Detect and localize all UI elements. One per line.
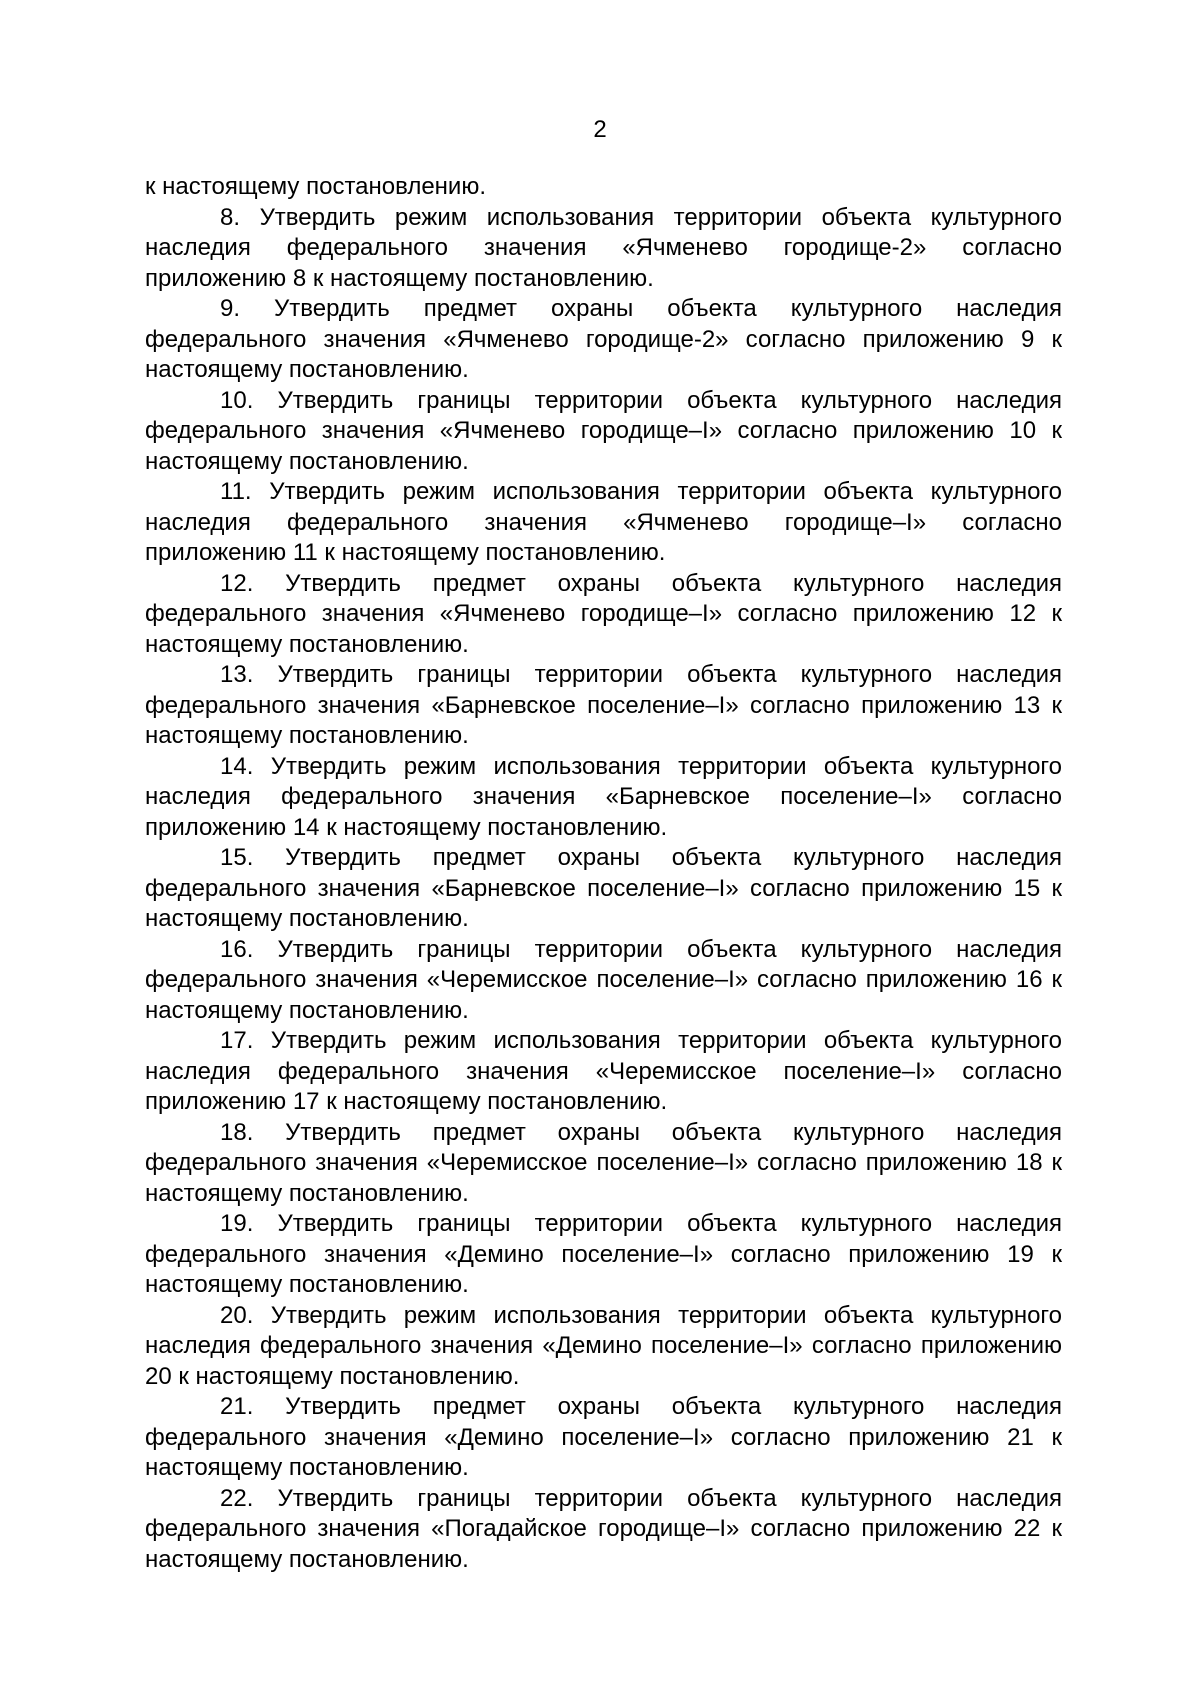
paragraph-number: 9. xyxy=(220,295,241,322)
paragraph-11 xyxy=(145,477,1062,569)
paragraph-text: Утвердить границы территории объекта культурного наследия федерального значения «Погадайское городище–I» согласно приложению 22 к настоящему постановлению. xyxy=(145,1484,1062,1573)
document-body xyxy=(145,172,1062,1575)
paragraph-text: Утвердить границы территории объекта культурного наследия федерального значения «Демино поселение–I» согласно приложению 19 к настоящему постановлению. xyxy=(145,1210,1062,1298)
paragraph-number: 16. xyxy=(220,935,254,963)
paragraph-19 xyxy=(145,1209,1062,1301)
paragraph-10 xyxy=(145,386,1062,478)
paragraph-13 xyxy=(145,660,1062,752)
lead-line: к настоящему постановлению. xyxy=(145,173,486,200)
paragraph-text: Утвердить предмет охраны объекта культурного наследия федерального значения «Черемисское поселение–I» согласно приложению 18 к настоящему постановлению. xyxy=(145,1118,1062,1207)
paragraph-text: Утвердить режим использования территории объекта культурного наследия федерального значения «Ячменево городище-2» согласно приложению 8 к настоящему постановлению. xyxy=(145,203,1062,292)
paragraph-number: 13. xyxy=(220,661,254,688)
paragraph-number: 22. xyxy=(220,1484,254,1512)
paragraph-21 xyxy=(145,1392,1062,1484)
paragraph-number: 17. xyxy=(220,1027,254,1054)
paragraph-20 xyxy=(145,1301,1062,1393)
paragraph-number: 12. xyxy=(220,569,254,597)
paragraph-text: Утвердить предмет охраны объекта культурного наследия федерального значения «Ячменево городище-2» согласно приложению 9 к настоящему постановлению. xyxy=(145,295,1063,383)
paragraph-number: 14. xyxy=(220,752,254,780)
paragraph-text: Утвердить режим использования территории объекта культурного наследия федерального значения «Черемисское поселение–I» согласно приложению 17 к настоящему постановлению. xyxy=(145,1027,1063,1115)
paragraph-number: 21. xyxy=(220,1393,254,1420)
paragraph-text: Утвердить предмет охраны объекта культурного наследия федерального значения «Барневское поселение–I» согласно приложению 15 к настоящему постановлению. xyxy=(145,844,1062,932)
paragraph-text: Утвердить режим использования территории объекта культурного наследия федерального значения «Барневское поселение–I» согласно приложению 14 к настоящему постановлению. xyxy=(145,752,1063,841)
paragraph-text: Утвердить границы территории объекта культурного наследия федерального значения «Черемисское поселение–I» согласно приложению 16 к настоящему постановлению. xyxy=(145,935,1062,1024)
paragraph-22 xyxy=(145,1484,1062,1576)
paragraph-12 xyxy=(145,569,1062,661)
paragraph-9 xyxy=(145,294,1062,386)
paragraph-text: Утвердить предмет охраны объекта культурного наследия федерального значения «Ячменево городище–I» согласно приложению 12 к настоящему постановлению. xyxy=(145,569,1062,658)
paragraph-14 xyxy=(145,752,1062,844)
paragraph-number: 10. xyxy=(220,386,254,414)
paragraph-17 xyxy=(145,1026,1062,1118)
paragraph-text: Утвердить предмет охраны объекта культурного наследия федерального значения «Демино поселение–I» согласно приложению 21 к настоящему постановлению. xyxy=(145,1393,1062,1481)
paragraph-number: 18. xyxy=(220,1118,254,1146)
paragraph-text: Утвердить режим использования территории объекта культурного наследия федерального значения «Демино поселение–I» согласно приложению 20 к настоящему постановлению. xyxy=(145,1301,1063,1390)
paragraph-number: 20. xyxy=(220,1301,254,1329)
page-number: 2 xyxy=(593,116,607,143)
paragraph-number: 11. xyxy=(220,478,252,505)
paragraph-number: 8. xyxy=(220,203,241,231)
paragraph-16 xyxy=(145,935,1062,1027)
paragraph-number: 19. xyxy=(220,1210,254,1237)
paragraph-number: 15. xyxy=(220,844,254,871)
paragraph-15 xyxy=(145,843,1062,935)
paragraph-text: Утвердить границы территории объекта культурного наследия федерального значения «Барневское поселение–I» согласно приложению 13 к настоящему постановлению. xyxy=(145,661,1062,749)
paragraph-8 xyxy=(145,203,1062,295)
paragraph-text: Утвердить режим использования территории объекта культурного наследия федерального значения «Ячменево городище–I» согласно приложению 11 к настоящему постановлению. xyxy=(145,478,1063,566)
paragraph-text: Утвердить границы территории объекта культурного наследия федерального значения «Ячменево городище–I» согласно приложению 10 к настоящему постановлению. xyxy=(145,386,1062,475)
paragraph-18 xyxy=(145,1118,1062,1210)
